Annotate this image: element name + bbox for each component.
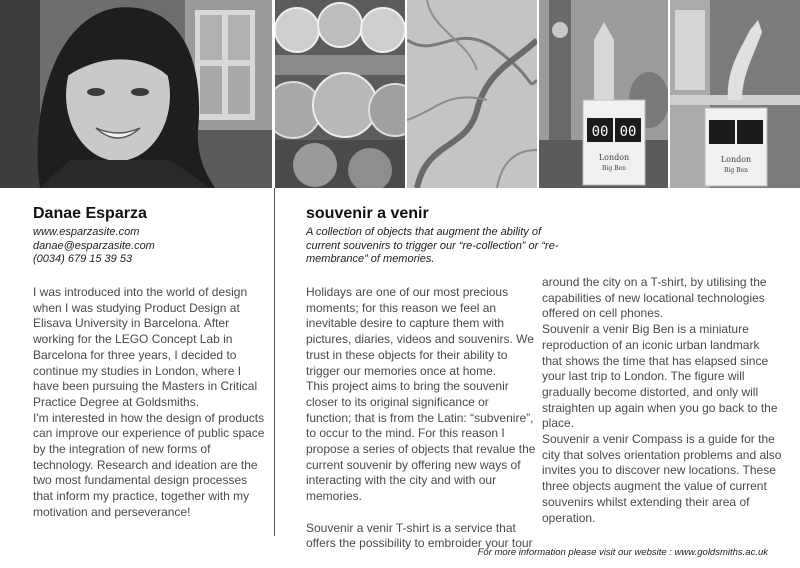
- column-divider: [274, 188, 275, 536]
- clock-brand-model-2: Big Ben: [724, 167, 748, 174]
- designer-website: www.esparzasite.com: [33, 226, 140, 238]
- description-paragraph: Souvenir a venir Big Ben is a miniature reproduction of an iconic urban landmark that shows the time that has elapsed since your last trip to London. The figure will gradually become distorted, and only will straighten up again when you go back to the place.: [542, 322, 778, 431]
- bio-paragraph: I was introduced into the world of design when I was studying Product Design at Elisava University in Barcelona. After working for the LEGO Concept Lab in Barcelona for three years, I decided to continue my studies in London, where I have been pursuing the Masters in Critical Practice Degree at Goldsmiths.: [33, 285, 258, 409]
- big-ben-clock-photo: [539, 0, 668, 188]
- designer-email: danae@esparzasite.com: [33, 239, 155, 252]
- project-description-col3: [542, 275, 782, 526]
- designer-phone: (0034) 679 15 39 53: [33, 253, 133, 265]
- clock-brand-city-2: London: [720, 155, 752, 164]
- designer-contact: [33, 226, 155, 267]
- description-paragraph: around the city on a T-shirt, by utilising the capabilities of new locational technologies offered on cell phones.: [542, 275, 767, 321]
- clock-brand-city: London: [598, 153, 630, 162]
- description-paragraph: Souvenir a venir T-shirt is a service that offers the possibility to embroider your tour: [306, 520, 533, 551]
- clock-digits-right: 00: [619, 124, 637, 140]
- description-paragraph: Souvenir a venir Compass is a guide for the city that solves orientation problems and also invites you to discover new locations. These three objects augment the value of current souvenirs whilst extending their area of operation.: [542, 432, 782, 525]
- clock-digits-left: 00: [591, 124, 609, 140]
- snow-globes-photo: [275, 0, 405, 188]
- project-title: souvenir a venir: [306, 205, 429, 222]
- clock-brand-model: Big Ben: [602, 165, 626, 172]
- embroidered-map-photo: [407, 0, 537, 188]
- bio-paragraph: I'm interested in how the design of products can improve our experience of public space by the integration of new forms of technology. Research and ideation are the two most fundamental design processes that inform my practice, together with my motivation and perseverance!: [33, 410, 265, 519]
- project-description-col2: [306, 285, 536, 552]
- designer-name: Danae Esparza: [33, 205, 147, 222]
- portrait-photo: [0, 0, 272, 188]
- distorted-big-ben-photo: [670, 0, 800, 188]
- designer-bio: [33, 285, 269, 521]
- project-subtitle: A collection of objects that augment the ability of current souvenirs to trigger our “re-collection” or “re-membrance” of memories.: [306, 226, 559, 265]
- description-paragraph: Holidays are one of our most precious moments; for this reason we feel an inevitable desire to capture them with pictures, diaries, videos and souvenirs. We trust in these objects for their ability to trigger our memories once at home.: [306, 285, 534, 378]
- description-paragraph: This project aims to bring the souvenir closer to its original significance or function; that is from the Latin: “subvenire”, to occur to the mind. For this reason I propose a series of objects that revalue the current souvenir by offering new ways of interacting with the city and with our memories.: [306, 379, 536, 504]
- footer-website-note: For more information please visit our website : www.goldsmiths.ac.uk: [477, 547, 768, 558]
